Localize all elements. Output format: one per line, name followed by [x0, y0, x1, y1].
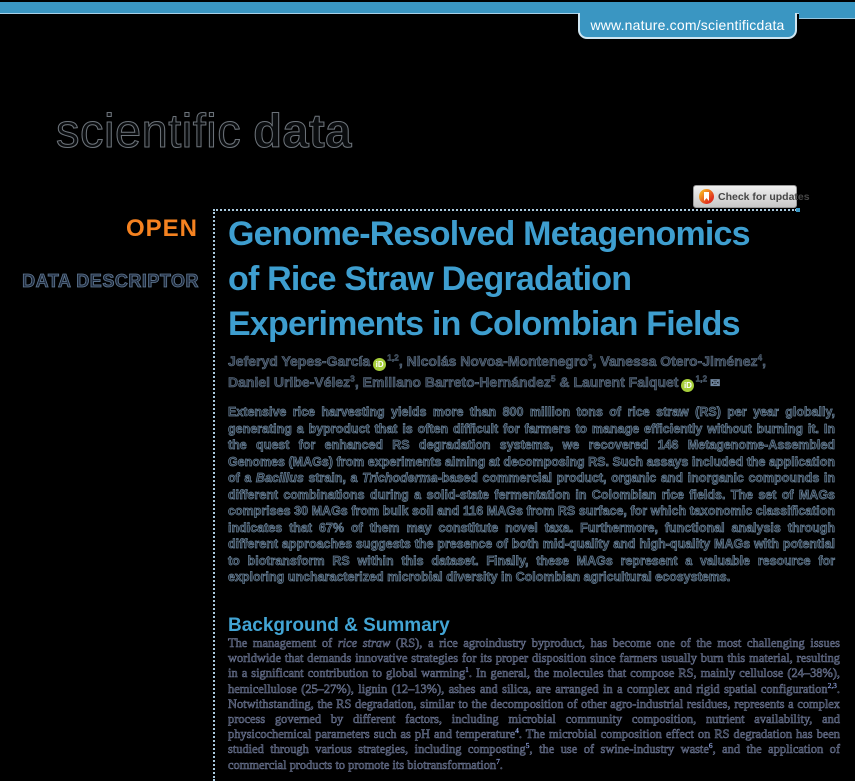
journal-topbar-step [799, 2, 855, 19]
affiliation-superscript: 4 [757, 352, 763, 363]
journal-logo-scientific: scientific [56, 104, 242, 157]
article-title [228, 212, 853, 347]
open-access-label: OPEN [125, 215, 198, 242]
orcid-icon[interactable]: iD [681, 379, 694, 392]
citation-ref[interactable]: 5 [525, 741, 530, 751]
affiliation-superscript: 3 [587, 352, 593, 363]
abstract-paragraph: Extensive rice harvesting yields more than 800 million tons of rice straw (RS) per year globally, generating a byproduct that is often difficult for farmers to manage efficiently without burning it. In the quest for enhanced RS degradation systems, we recovered 146 Metagenome-Assembled Genomes (MAGs) from experiments aiming at decomposing RS. Such assays included the application of a Bacillus strain, a Trichoderma-based commercial product, organic and inorganic compounds in different combinations during a solid-state fermentation in Colombian rice fields. The set of MAGs comprises 30 MAGs from bulk soil and 116 MAGs from RS surface, for which taxonomic classification indicates that 67% of them may constitute novel taxa. Furthermore, functional analysis through different approaches suggests the presence of both mid-quality and high-quality MAGs with potential to biotransform RS within this dataset. Finally, these MAGs represent a valuable resource for exploring uncharacterized microbial diversity in Colombian agricultural ecosystems. [228, 405, 835, 584]
affiliation-superscript: 1,2 [387, 352, 399, 363]
citation-ref[interactable]: 1 [465, 665, 469, 675]
citation-ref[interactable]: 6 [708, 741, 713, 751]
title-line-2: of Rice Straw Degradation [228, 260, 632, 298]
affiliation-superscript: 5 [550, 373, 556, 384]
divider-vertical [213, 209, 215, 781]
check-for-updates-badge[interactable] [693, 185, 810, 208]
divider-horizontal [213, 209, 797, 211]
citation-ref[interactable]: 7 [496, 756, 500, 766]
corresponding-author-email-icon[interactable]: ✉ [710, 376, 721, 390]
title-line-3: Experiments in Colombian Fields [228, 305, 740, 343]
journal-url-tab[interactable] [578, 13, 797, 39]
journal-logo [56, 106, 352, 155]
citation-ref[interactable]: 4 [515, 726, 519, 736]
journal-url-text: www.nature.com/scientificdata [590, 17, 785, 33]
affiliation-superscript: 1,2 [695, 373, 708, 384]
title-line-1: Genome-Resolved Metagenomics [228, 215, 750, 253]
article-type-label: DATA DESCRIPTOR [22, 271, 199, 291]
author-list: Jeferyd Yepes-García iD$^{1,2}$, Nicolás Novoa-Montenegro$^3$, Vanessa Otero-Jiménez$^4$, Daniel Uribe-Vélez$^3$, Emiliano Barreto-Hernández$^5$ & Laurent Falquet iD$^{1,2}$ ✉ [228, 352, 767, 390]
citation-ref[interactable]: 2,3 [827, 680, 837, 690]
affiliation-superscript: 3 [350, 373, 355, 384]
journal-logo-data: data [253, 104, 352, 157]
body-paragraph: The management of rice straw (RS), a rice agroindustry byproduct, has become one of the most challenging issues worldwide that demands innovative strategies for its proper disposition since farmers usually burn this material, resulting in a significant contribution to global warming$^1$. In general, the molecules that compose RS, mainly cellulose (24–38%), hemicellulose (25–27%), lignin (12–13%), ashes and silica, are arranged in a complex and rigid spatial configuration$^{2,3}$. Notwithstanding, the RS degradation, similar to the decomposition of other agro-industrial residues, represents a complex process governed by different factors, including microbial community composition, nutrient availability, and physicochemical parameters such as pH and temperature$^4$. The microbial composition effect on RS degradation has been studied through various strategies, including composting$^5$, the use of swine-industry waste$^6$, and the application of commercial products to promote its biotransformation$^7$. [228, 636, 841, 772]
crossmark-icon [699, 189, 714, 204]
orcid-icon[interactable]: iD [373, 358, 386, 371]
check-for-updates-label: Check for updates [718, 190, 810, 203]
section-heading: Background & Summary [228, 615, 450, 636]
